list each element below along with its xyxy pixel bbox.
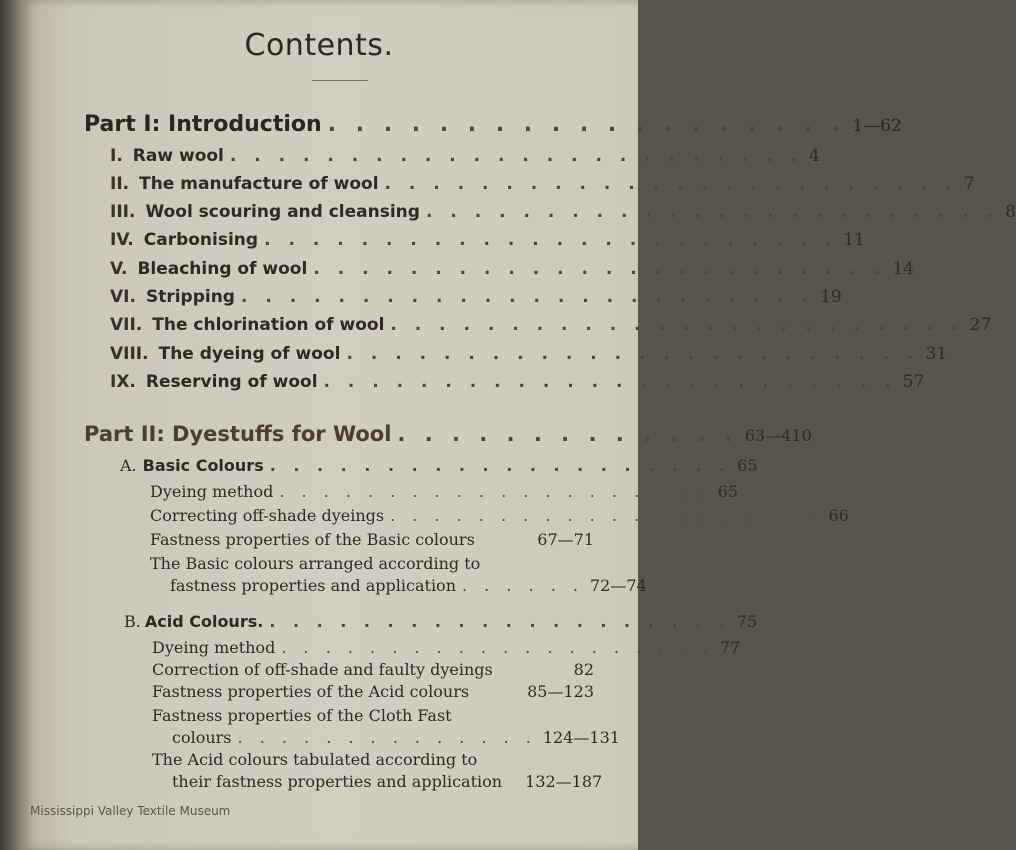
- leader-dots: . . . . . . . . . . . . . . . . . . . . . . . .: [425, 202, 1000, 222]
- toc-part-2: [84, 422, 812, 446]
- subentry-page: 85—123: [527, 682, 594, 701]
- leader-dots: . . . . . . . . . . . . . .: [237, 728, 537, 747]
- chapter-title: Stripping: [145, 287, 235, 307]
- toc-subentry-line2: [172, 728, 620, 747]
- chapter-number: I.: [110, 146, 123, 166]
- subentry-title: Fastness properties of the Cloth Fast: [152, 706, 452, 725]
- toc-chapter: [110, 287, 842, 307]
- section-page: 65: [737, 456, 758, 475]
- leader-dots: . . . . . . . . . . . . . . . . . . . . . . . .: [240, 287, 815, 307]
- toc-subentry-line1: [152, 750, 594, 769]
- toc-chapter: [110, 315, 992, 335]
- toc-subentry-line2: [172, 772, 603, 791]
- leader-space: [502, 772, 519, 791]
- chapter-title: Bleaching of wool: [137, 259, 308, 279]
- toc-subentry-line1: [150, 554, 594, 573]
- chapter-number: VIII.: [110, 344, 149, 364]
- chapter-number: IV.: [110, 230, 134, 250]
- leader-space: [493, 660, 568, 679]
- toc-chapter: [110, 146, 820, 166]
- toc-chapter: [110, 174, 975, 194]
- chapter-title: The dyeing of wool: [158, 344, 341, 364]
- subentry-title: Correction of off-shade and faulty dyeings: [152, 660, 493, 679]
- chapter-page: 11: [843, 230, 865, 250]
- leader-space: [469, 682, 521, 701]
- leader-space: [475, 530, 532, 549]
- subentry-page: 67—71: [537, 530, 594, 549]
- chapter-number: VII.: [110, 315, 143, 335]
- leader-dots: . . . . . . . . . . . . . . . . . . . . . . . .: [346, 344, 920, 364]
- section-title: Basic Colours: [142, 456, 264, 475]
- chapter-page: 14: [892, 259, 915, 279]
- leader-dots: . . . . . . . . . . . . . . . . . . . .: [279, 482, 712, 501]
- book-spine: [0, 0, 22, 850]
- toc-chapter: [110, 230, 865, 250]
- chapter-title: Wool scouring and cleansing: [145, 202, 420, 222]
- chapter-title: The chlorination of wool: [152, 315, 385, 335]
- section-page: 75: [736, 612, 758, 631]
- page-title: Contents.: [244, 28, 394, 63]
- toc-chapter: [110, 202, 1016, 222]
- toc-subentry: [152, 660, 594, 679]
- toc-chapter: [110, 259, 915, 279]
- chapter-page: 8: [1005, 202, 1016, 222]
- leader-dots: . . . . . . . . . . . . . . . . . . . . . . . .: [384, 174, 958, 194]
- chapter-number: III.: [110, 202, 136, 222]
- subentry-title: The Acid colours tabulated according to: [152, 750, 478, 769]
- subentry-title: Dyeing method: [150, 482, 274, 501]
- chapter-title: Carbonising: [143, 230, 259, 250]
- leader-dots: . . . . . . . . . . . . . . . . . . . .: [269, 612, 731, 631]
- toc-part-2-pages: 63—410: [744, 426, 812, 445]
- chapter-number: VI.: [110, 287, 136, 307]
- section-letter: A.: [120, 456, 137, 475]
- leader-dots: . . . . . . . . . . . . . . . . . . . . . . . .: [229, 146, 803, 166]
- toc-subentry: [152, 682, 594, 701]
- chapter-number: IX.: [110, 372, 136, 392]
- subentry-title: Correcting off-shade dyeings: [150, 506, 385, 525]
- subentry-title: Fastness properties of the Basic colours: [150, 530, 475, 549]
- chapter-page: 7: [963, 174, 975, 194]
- chapter-number: II.: [110, 174, 130, 194]
- subentry-page: 72—74: [589, 576, 647, 595]
- subentry-page: 82: [573, 660, 594, 679]
- toc-part-2-label: Part II: Dyestuffs for Wool: [84, 422, 392, 446]
- chapter-page: 19: [820, 287, 842, 307]
- leader-dots: . . . . . . . . . . . . . . . . . . . .: [281, 638, 714, 657]
- leader-dots: . . . . . . . . . . . . . . . . . . . .: [390, 506, 823, 525]
- leader-dots: . . . . . . . . . . . . . . . . . . . . . . . .: [264, 230, 838, 250]
- subentry-title: Fastness properties of the Acid colours: [152, 682, 470, 701]
- leader-dots: . . . . . . . . . . . . . . . . . . . . . . . .: [323, 372, 897, 392]
- subentry-page: 65: [717, 482, 739, 501]
- chapter-number: V.: [110, 259, 128, 279]
- toc-part-1: [84, 112, 902, 137]
- toc-subentry: [150, 506, 849, 525]
- chapter-title: The manufacture of wool: [139, 174, 379, 194]
- chapter-title: Raw wool: [132, 146, 224, 166]
- toc-subentry-line2: [170, 576, 647, 595]
- section-title: Acid Colours.: [144, 612, 264, 631]
- leader-dots: . . . . . . . . . . . . . . . . . . .: [327, 112, 847, 137]
- leader-dots: . . . . . . . . . . . . . . . . . . . .: [269, 456, 732, 475]
- chapter-title: Reserving of wool: [145, 372, 318, 392]
- leader-dots: . . . . . . . . . . . . . . . . . . . . . . . .: [390, 315, 964, 335]
- leader-dots: . . . . . .: [462, 576, 584, 595]
- toc-part-1-label: Part I: Introduction: [84, 112, 322, 137]
- subentry-title-continued: their fastness properties and application: [172, 772, 503, 791]
- title-rule: [312, 80, 368, 81]
- subentry-title: Dyeing method: [152, 638, 276, 657]
- toc-section-a: [120, 456, 758, 475]
- chapter-page: 4: [809, 146, 820, 166]
- subentry-title-continued: fastness properties and application: [170, 576, 456, 595]
- toc-chapter: [110, 372, 925, 392]
- chapter-page: 57: [902, 372, 925, 392]
- chapter-page: 27: [969, 315, 992, 335]
- subentry-page: 124—131: [542, 728, 620, 747]
- toc-section-b: [124, 612, 758, 631]
- watermark: Mississippi Valley Textile Museum: [30, 804, 231, 818]
- leader-dots: . . . . . . . . . . . . .: [397, 422, 739, 446]
- toc-subentry: [150, 482, 739, 501]
- leader-dots: . . . . . . . . . . . . . . . . . . . . . . . .: [313, 259, 887, 279]
- toc-part-1-pages: 1—62: [852, 116, 902, 136]
- toc-subentry-line1: [152, 706, 594, 725]
- subentry-title: The Basic colours arranged according to: [150, 554, 481, 573]
- toc-subentry: [150, 530, 594, 549]
- toc-subentry: [152, 638, 741, 657]
- subentry-page: 132—187: [525, 772, 603, 791]
- subentry-page: 77: [719, 638, 741, 657]
- toc-chapter: [110, 344, 948, 364]
- section-letter: B.: [124, 612, 141, 631]
- chapter-page: 31: [925, 344, 948, 364]
- subentry-title-continued: colours: [172, 728, 232, 747]
- subentry-page: 66: [828, 506, 849, 525]
